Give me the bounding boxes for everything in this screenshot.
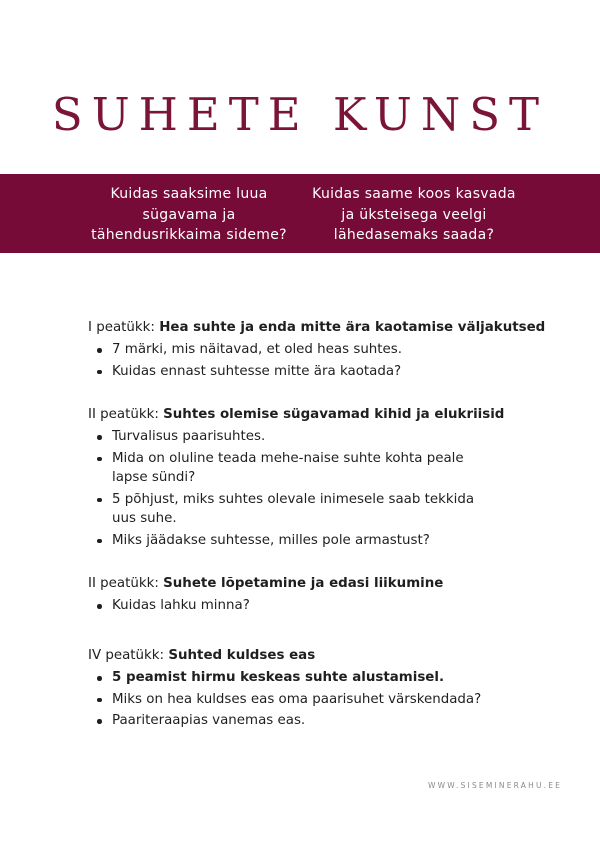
chapter-name: Suhted kuldses eas (168, 648, 316, 663)
list-item: Kuidas lahku minna? (88, 596, 502, 616)
chapter-heading (88, 646, 558, 666)
chapter-name: Suhtes olemise sügavamad kihid ja elukriisid (163, 407, 505, 422)
chapter-number: II peatükk: (88, 576, 159, 591)
chapter-3 (88, 574, 558, 618)
list-item: Paariteraapias vanemas eas. (88, 711, 502, 731)
chapter-topic-list (88, 340, 558, 381)
chapter-heading (88, 318, 558, 338)
chapter-1 (88, 318, 558, 383)
chapter-number: IV peatükk: (88, 648, 165, 663)
chapter-topic-list (88, 427, 558, 550)
chapter-heading (88, 405, 558, 425)
banner-right-question: Kuidas saame koos kasvada ja üksteisega veelgi lähedasemaks saada? (312, 186, 516, 243)
chapter-heading (88, 574, 558, 594)
chapter-topic-list (88, 668, 558, 731)
banner-left-question: Kuidas saaksime luua sügavama ja tähendusrikkaima sideme? (91, 186, 287, 243)
list-item: 5 peamist hirmu keskeas suhte alustamisel. (88, 668, 502, 688)
chapter-topic-list (88, 596, 558, 616)
website-link[interactable]: WWW.SISEMINERAHU.EE (428, 781, 563, 790)
chapter-2 (88, 405, 558, 552)
chapter-4 (88, 646, 558, 733)
list-item: Turvalisus paarisuhtes. (88, 427, 502, 447)
list-item: 7 märki, mis näitavad, et oled heas suhtes. (88, 340, 502, 360)
list-item: Mida on oluline teada mehe-naise suhte kohta peale lapse sündi? (88, 449, 502, 488)
chapter-name: Hea suhte ja enda mitte ära kaotamise väljakutsed (159, 320, 546, 335)
chapter-name: Suhete lõpetamine ja edasi liikumine (163, 576, 444, 591)
chapter-number: II peatükk: (88, 407, 159, 422)
chapter-number: I peatükk: (88, 320, 155, 335)
list-item: Kuidas ennast suhtesse mitte ära kaotada? (88, 362, 502, 382)
list-item: Miks on hea kuldses eas oma paarisuhet värskendada? (88, 690, 502, 710)
list-item: Miks jäädakse suhtesse, milles pole armastust? (88, 531, 502, 551)
page-title: SUHETE KUNST (51, 88, 549, 141)
list-item: 5 põhjust, miks suhtes olevale inimesele saab tekkida uus suhe. (88, 490, 502, 529)
question-banner (0, 174, 600, 253)
